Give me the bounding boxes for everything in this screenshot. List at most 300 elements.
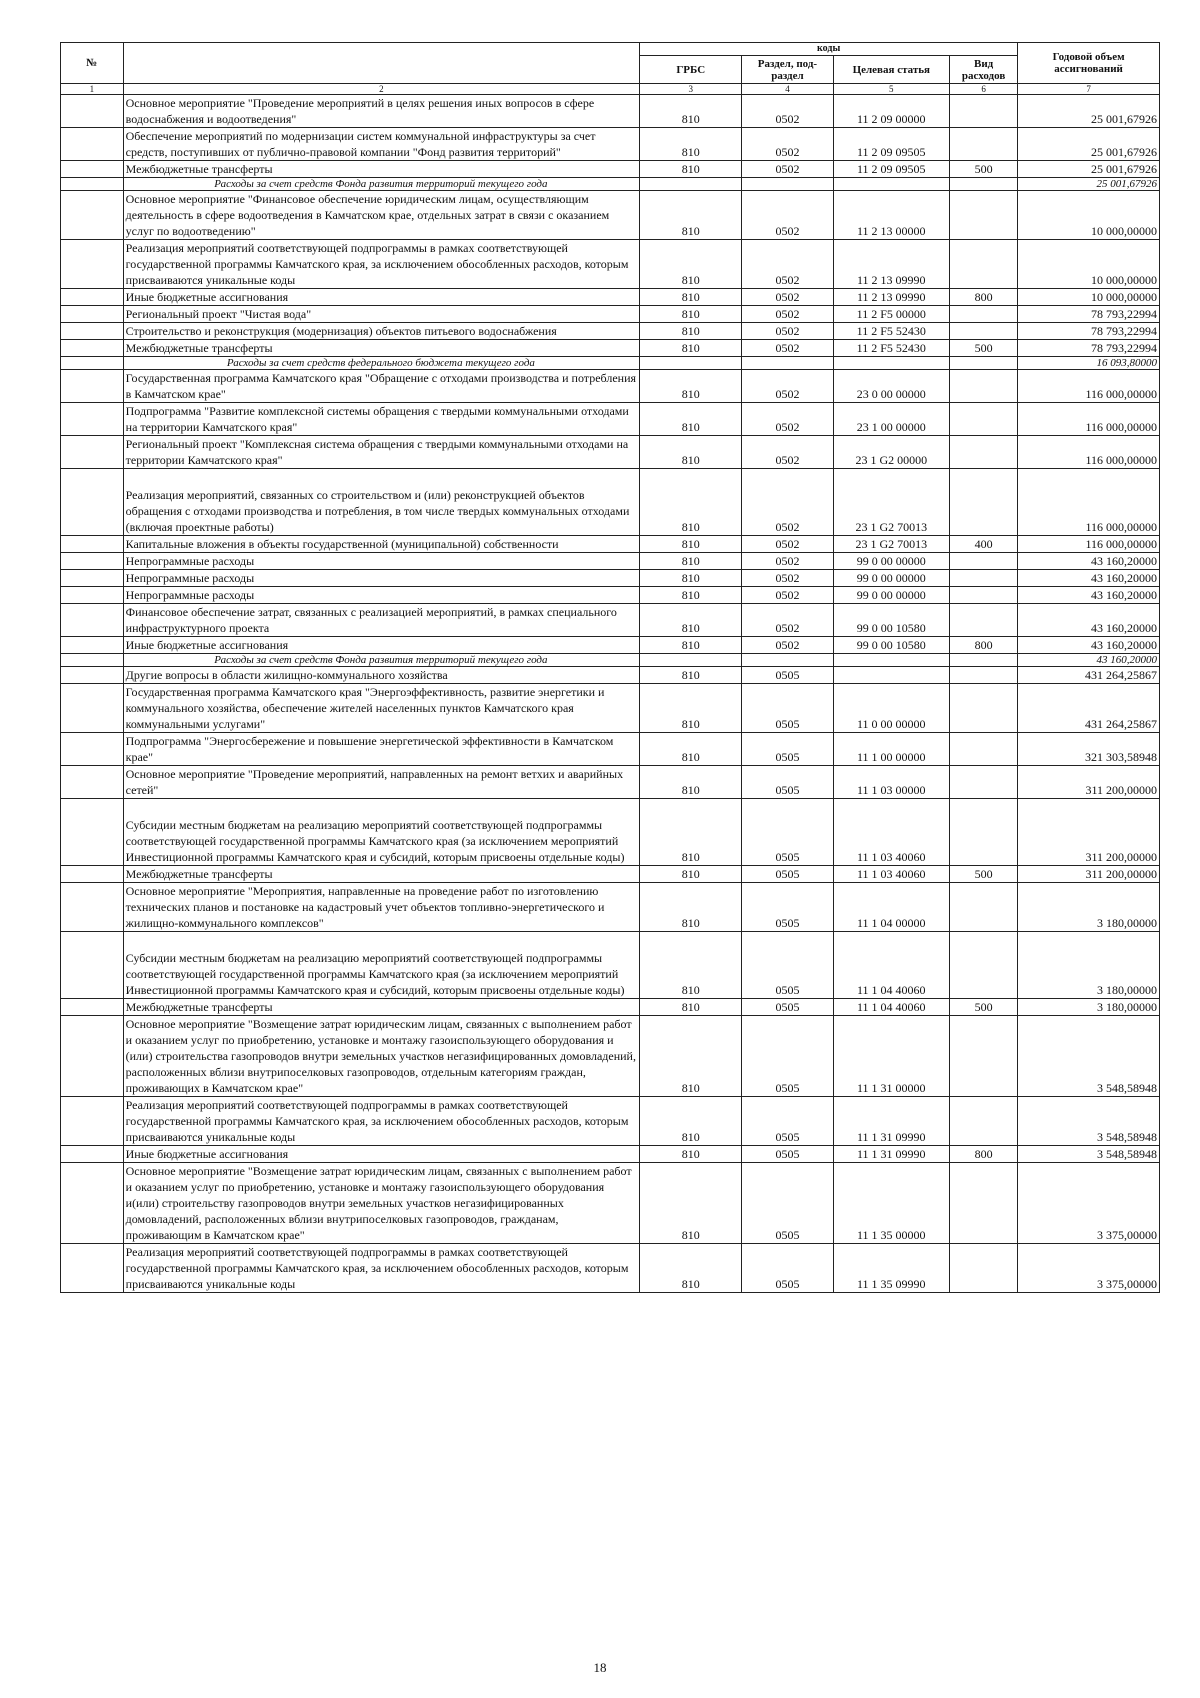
row-target: 11 2 F5 52430 [833,323,949,340]
row-number-cell [61,191,124,240]
row-number-cell [61,667,124,684]
row-section: 0505 [742,684,833,733]
row-name: Государственная программа Камчатского края "Энергоэффективность, развитие энергетики и коммунального хозяйства, обеспечение жителей населенных пунктов Камчатского края коммунальными услугами" [123,684,640,733]
row-kind [950,883,1018,932]
table-body [61,95,1160,1293]
table-row [61,999,1160,1016]
row-amount: 3 548,58948 [1018,1146,1160,1163]
row-number-cell [61,323,124,340]
row-kind: 800 [950,637,1018,654]
row-grbs: 810 [640,1146,742,1163]
row-kind: 500 [950,340,1018,357]
table-row [61,1097,1160,1146]
table-row-source-note [61,178,1160,191]
row-target: 99 0 00 00000 [833,587,949,604]
row-name: Иные бюджетные ассигнования [123,289,640,306]
row-number-cell [61,999,124,1016]
row-amount: 78 793,22994 [1018,323,1160,340]
row-number-cell [61,178,124,191]
row-name: Расходы за счет средств федерального бюджета текущего года [123,357,640,370]
header-name [123,43,640,84]
row-section: 0502 [742,128,833,161]
table-row [61,370,1160,403]
row-target: 11 1 00 00000 [833,733,949,766]
row-grbs: 810 [640,161,742,178]
row-section: 0502 [742,323,833,340]
row-amount: 3 180,00000 [1018,932,1160,999]
row-section [742,357,833,370]
row-number-cell [61,95,124,128]
table-row [61,684,1160,733]
row-name: Иные бюджетные ассигнования [123,1146,640,1163]
row-number-cell [61,866,124,883]
row-kind [950,587,1018,604]
row-number-cell [61,733,124,766]
row-number-cell [61,340,124,357]
row-amount: 10 000,00000 [1018,289,1160,306]
row-section: 0502 [742,536,833,553]
row-grbs: 810 [640,289,742,306]
table-row [61,883,1160,932]
budget-table [60,42,1160,1293]
row-name: Расходы за счет средств Фонда развития территорий текущего года [123,654,640,667]
row-number-cell [61,932,124,999]
row-section: 0502 [742,240,833,289]
row-amount: 43 160,20000 [1018,637,1160,654]
row-target [833,357,949,370]
table-row [61,1146,1160,1163]
row-amount: 25 001,67926 [1018,95,1160,128]
row-name: Реализация мероприятий соответствующей подпрограммы в рамках соответствующей государственной программы Камчатского края, за исключением обособленных расходов, которым присваиваются уникальные коды [123,240,640,289]
row-section: 0502 [742,553,833,570]
row-number-cell [61,289,124,306]
table-row [61,866,1160,883]
row-number-cell [61,1163,124,1244]
row-name: Основное мероприятие "Возмещение затрат юридическим лицам, связанных с выполнением работ и оказанием услуг по приобретению, установке и монтажу газоиспользующего оборудования и (или) строительства газопроводов внутри земельных участков негазифицированных домовладений, расположенных вблизи внутрипоселковых газопроводов, отдельным категориям граждан, проживающих в Камчатском крае" [123,1016,640,1097]
row-amount: 43 160,20000 [1018,654,1160,667]
row-amount: 311 200,00000 [1018,799,1160,866]
header-column-numbers [61,84,1160,95]
row-grbs: 810 [640,570,742,587]
column-number: 4 [742,84,833,95]
row-name: Межбюджетные трансферты [123,340,640,357]
row-section: 0505 [742,1146,833,1163]
header-grbs: ГРБС [640,56,742,84]
row-target: 99 0 00 00000 [833,553,949,570]
row-kind [950,799,1018,866]
row-grbs: 810 [640,1016,742,1097]
column-number: 3 [640,84,742,95]
row-section: 0502 [742,340,833,357]
column-number: 2 [123,84,640,95]
row-number-cell [61,553,124,570]
row-kind [950,1097,1018,1146]
row-target: 11 2 09 00000 [833,95,949,128]
row-kind [950,323,1018,340]
row-section: 0502 [742,637,833,654]
table-row [61,932,1160,999]
row-name: Региональный проект "Чистая вода" [123,306,640,323]
row-kind [950,436,1018,469]
row-amount: 3 375,00000 [1018,1244,1160,1293]
row-target: 11 2 13 09990 [833,289,949,306]
row-grbs: 810 [640,95,742,128]
row-amount: 431 264,25867 [1018,667,1160,684]
row-grbs: 810 [640,191,742,240]
row-name: Другие вопросы в области жилищно-коммунального хозяйства [123,667,640,684]
row-section: 0502 [742,587,833,604]
header-number: № [61,43,124,84]
row-target: 11 1 04 40060 [833,999,949,1016]
row-section: 0505 [742,1244,833,1293]
row-number-cell [61,883,124,932]
table-row [61,340,1160,357]
row-number-cell [61,1244,124,1293]
row-section: 0505 [742,1163,833,1244]
row-kind [950,553,1018,570]
row-target: 11 2 F5 00000 [833,306,949,323]
row-target [833,178,949,191]
row-amount: 16 093,80000 [1018,357,1160,370]
row-target: 11 1 03 00000 [833,766,949,799]
row-number-cell [61,604,124,637]
row-target [833,654,949,667]
table-row [61,128,1160,161]
row-amount: 116 000,00000 [1018,370,1160,403]
row-target: 11 1 03 40060 [833,866,949,883]
row-number-cell [61,357,124,370]
column-number: 7 [1018,84,1160,95]
row-target: 11 1 04 40060 [833,932,949,999]
row-amount: 43 160,20000 [1018,587,1160,604]
row-name: Межбюджетные трансферты [123,161,640,178]
row-number-cell [61,766,124,799]
header-section: Раздел, под-раздел [742,56,833,84]
row-grbs: 810 [640,883,742,932]
row-kind [950,306,1018,323]
row-section: 0502 [742,604,833,637]
row-section: 0502 [742,469,833,536]
row-grbs: 810 [640,128,742,161]
row-target: 11 1 03 40060 [833,799,949,866]
row-amount: 116 000,00000 [1018,469,1160,536]
row-section: 0502 [742,289,833,306]
row-amount: 10 000,00000 [1018,240,1160,289]
row-kind [950,654,1018,667]
row-number-cell [61,1016,124,1097]
table-row [61,637,1160,654]
row-section: 0502 [742,436,833,469]
row-grbs: 810 [640,587,742,604]
row-number-cell [61,128,124,161]
row-amount: 43 160,20000 [1018,553,1160,570]
row-grbs: 810 [640,1097,742,1146]
row-amount: 25 001,67926 [1018,178,1160,191]
row-section: 0505 [742,733,833,766]
row-section: 0502 [742,306,833,323]
row-target: 11 2 F5 52430 [833,340,949,357]
row-number-cell [61,403,124,436]
row-grbs: 810 [640,370,742,403]
table-row [61,161,1160,178]
row-target: 11 2 13 09990 [833,240,949,289]
table-row [61,1016,1160,1097]
table-row [61,536,1160,553]
table-row [61,1163,1160,1244]
row-name: Строительство и реконструкция (модернизация) объектов питьевого водоснабжения [123,323,640,340]
row-grbs: 810 [640,469,742,536]
row-amount: 3 180,00000 [1018,883,1160,932]
row-amount: 311 200,00000 [1018,766,1160,799]
table-row [61,604,1160,637]
table-row [61,306,1160,323]
row-name: Субсидии местным бюджетам на реализацию мероприятий соответствующей подпрограммы соответствующей государственной программы Камчатского края (за исключением мероприятий Инвестиционной программы Камчатского края и субсидий, которым присвоены отдельные коды) [123,799,640,866]
row-number-cell [61,536,124,553]
row-amount: 116 000,00000 [1018,436,1160,469]
row-target: 99 0 00 00000 [833,570,949,587]
row-grbs [640,357,742,370]
row-name: Основное мероприятие "Проведение мероприятий в целях решения иных вопросов в сфере водоснабжения и водоотведения" [123,95,640,128]
row-name: Реализация мероприятий, связанных со строительством и (или) реконструкцией объектов обращения с отходами производства и потребления, в том числе твердых коммунальных отходами (включая проектные работы) [123,469,640,536]
row-target: 11 1 31 09990 [833,1146,949,1163]
row-number-cell [61,637,124,654]
row-name: Государственная программа Камчатского края "Обращение с отходами производства и потребления в Камчатском крае" [123,370,640,403]
row-target: 23 1 G2 70013 [833,469,949,536]
row-kind: 800 [950,1146,1018,1163]
table-row-source-note [61,654,1160,667]
row-grbs: 810 [640,323,742,340]
row-grbs: 810 [640,240,742,289]
row-name: Иные бюджетные ассигнования [123,637,640,654]
row-name: Непрограммные расходы [123,553,640,570]
row-amount: 78 793,22994 [1018,306,1160,323]
row-target: 11 0 00 00000 [833,684,949,733]
table-header [61,43,1160,95]
row-name: Подпрограмма "Энергосбережение и повышение энергетической эффективности в Камчатском крае" [123,733,640,766]
row-kind: 500 [950,161,1018,178]
row-section: 0502 [742,95,833,128]
row-section: 0505 [742,1097,833,1146]
row-number-cell [61,161,124,178]
row-amount: 116 000,00000 [1018,403,1160,436]
row-kind [950,766,1018,799]
row-target: 99 0 00 10580 [833,604,949,637]
header-target: Целевая статья [833,56,949,84]
row-grbs: 810 [640,932,742,999]
row-name: Реализация мероприятий соответствующей подпрограммы в рамках соответствующей государственной программы Камчатского края, за исключением обособленных расходов, которым присваиваются уникальные коды [123,1097,640,1146]
row-number-cell [61,799,124,866]
row-grbs: 810 [640,403,742,436]
row-kind [950,1163,1018,1244]
row-target: 11 1 31 09990 [833,1097,949,1146]
row-target: 11 2 13 00000 [833,191,949,240]
column-number: 6 [950,84,1018,95]
header-codes: коды [640,43,1018,56]
row-name: Межбюджетные трансферты [123,999,640,1016]
row-target: 99 0 00 10580 [833,637,949,654]
row-target [833,667,949,684]
row-section: 0502 [742,161,833,178]
row-section [742,178,833,191]
row-section: 0505 [742,932,833,999]
row-name: Межбюджетные трансферты [123,866,640,883]
table-row [61,403,1160,436]
row-name: Региональный проект "Комплексная система обращения с твердыми коммунальными отходами на территории Камчатского края" [123,436,640,469]
row-kind [950,570,1018,587]
row-grbs: 810 [640,1163,742,1244]
table-row [61,1244,1160,1293]
row-section: 0502 [742,570,833,587]
row-number-cell [61,1097,124,1146]
column-number: 5 [833,84,949,95]
row-kind [950,469,1018,536]
row-amount: 25 001,67926 [1018,161,1160,178]
table-row [61,733,1160,766]
table-row [61,766,1160,799]
row-amount: 3 180,00000 [1018,999,1160,1016]
table-row [61,667,1160,684]
row-kind [950,932,1018,999]
row-target: 11 2 09 09505 [833,128,949,161]
row-grbs [640,654,742,667]
row-number-cell [61,684,124,733]
row-kind [950,178,1018,191]
row-kind [950,1244,1018,1293]
row-number-cell [61,1146,124,1163]
row-amount: 78 793,22994 [1018,340,1160,357]
row-kind [950,128,1018,161]
row-target: 23 0 00 00000 [833,370,949,403]
row-amount: 10 000,00000 [1018,191,1160,240]
row-kind [950,357,1018,370]
table-row [61,436,1160,469]
page-number: 18 [593,1660,607,1675]
row-section: 0505 [742,667,833,684]
row-section: 0505 [742,766,833,799]
row-name: Обеспечение мероприятий по модернизации систем коммунальной инфраструктуры за счет средств, поступивших от публично-правовой компании "Фонд развития территорий" [123,128,640,161]
row-grbs: 810 [640,637,742,654]
row-amount: 3 548,58948 [1018,1016,1160,1097]
row-grbs: 810 [640,536,742,553]
row-section: 0505 [742,883,833,932]
row-target: 23 1 G2 70013 [833,536,949,553]
row-grbs: 810 [640,667,742,684]
row-name: Подпрограмма "Развитие комплексной системы обращения с твердыми коммунальными отходами на территории Камчатского края" [123,403,640,436]
row-section: 0505 [742,799,833,866]
row-name: Субсидии местным бюджетам на реализацию мероприятий соответствующей подпрограммы соответствующей государственной программы Камчатского края (за исключением мероприятий Инвестиционной программы Камчатского края и субсидий, которым присвоены отдельные коды) [123,932,640,999]
header-kind: Вид расходов [950,56,1018,84]
row-kind [950,191,1018,240]
row-grbs: 810 [640,436,742,469]
row-grbs: 810 [640,733,742,766]
row-amount: 311 200,00000 [1018,866,1160,883]
row-grbs: 810 [640,684,742,733]
row-target: 11 1 31 00000 [833,1016,949,1097]
budget-sheet [60,42,1160,1293]
row-kind [950,403,1018,436]
row-section: 0505 [742,999,833,1016]
row-target: 11 1 35 09990 [833,1244,949,1293]
table-row [61,289,1160,306]
row-kind: 800 [950,289,1018,306]
column-number: 1 [61,84,124,95]
row-kind [950,667,1018,684]
row-kind: 400 [950,536,1018,553]
row-name: Капитальные вложения в объекты государственной (муниципальной) собственности [123,536,640,553]
row-name: Финансовое обеспечение затрат, связанных с реализацией мероприятий, в рамках специального инфраструктурного проекта [123,604,640,637]
row-section [742,654,833,667]
row-kind [950,604,1018,637]
row-section: 0502 [742,191,833,240]
table-row [61,587,1160,604]
table-row [61,95,1160,128]
row-grbs: 810 [640,766,742,799]
table-row [61,469,1160,536]
row-target: 23 1 00 00000 [833,403,949,436]
table-row [61,799,1160,866]
row-name: Расходы за счет средств Фонда развития территорий текущего года [123,178,640,191]
table-row [61,553,1160,570]
row-kind [950,1016,1018,1097]
row-kind [950,684,1018,733]
row-name: Основное мероприятие "Финансовое обеспечение юридическим лицам, осуществляющим деятельность в сфере водоотведения в Камчатском крае, отдельных затрат в связи с оказанием услуг по водоотведению" [123,191,640,240]
row-grbs: 810 [640,553,742,570]
row-target: 11 2 09 09505 [833,161,949,178]
row-target: 23 1 G2 00000 [833,436,949,469]
row-number-cell [61,240,124,289]
row-grbs: 810 [640,1244,742,1293]
row-amount: 43 160,20000 [1018,570,1160,587]
row-amount: 3 548,58948 [1018,1097,1160,1146]
table-row [61,191,1160,240]
row-target: 11 1 35 00000 [833,1163,949,1244]
row-section: 0502 [742,370,833,403]
row-number-cell [61,370,124,403]
row-grbs: 810 [640,866,742,883]
row-name: Основное мероприятие "Проведение мероприятий, направленных на ремонт ветхих и аварийных сетей" [123,766,640,799]
table-row [61,323,1160,340]
row-grbs: 810 [640,999,742,1016]
row-grbs [640,178,742,191]
row-number-cell [61,469,124,536]
row-section: 0505 [742,1016,833,1097]
row-number-cell [61,570,124,587]
table-row-source-note [61,357,1160,370]
row-amount: 25 001,67926 [1018,128,1160,161]
row-number-cell [61,654,124,667]
row-kind [950,240,1018,289]
row-target: 11 1 04 00000 [833,883,949,932]
row-name: Непрограммные расходы [123,570,640,587]
row-name: Непрограммные расходы [123,587,640,604]
row-amount: 321 303,58948 [1018,733,1160,766]
row-number-cell [61,306,124,323]
row-amount: 431 264,25867 [1018,684,1160,733]
row-amount: 3 375,00000 [1018,1163,1160,1244]
table-row [61,570,1160,587]
row-name: Основное мероприятие "Мероприятия, направленные на проведение работ по изготовлению технических планов и постановке на кадастровый учет объектов топливно-энергетического и жилищно-коммунального комплексов" [123,883,640,932]
row-section: 0502 [742,403,833,436]
row-kind [950,95,1018,128]
row-grbs: 810 [640,799,742,866]
row-grbs: 810 [640,604,742,637]
row-name: Основное мероприятие "Возмещение затрат юридическим лицам, связанных с выполнением работ и оказанием услуг по приобретению, установке и монтажу газоиспользующего оборудования и(или) строительству газопроводов внутри земельных участков негазифицированных домовладений, расположенных вблизи внутрипоселковых газопроводов, гражданам, проживающим в Камчатском крае" [123,1163,640,1244]
row-kind [950,733,1018,766]
row-kind: 500 [950,999,1018,1016]
row-number-cell [61,436,124,469]
row-amount: 43 160,20000 [1018,604,1160,637]
row-grbs: 810 [640,340,742,357]
